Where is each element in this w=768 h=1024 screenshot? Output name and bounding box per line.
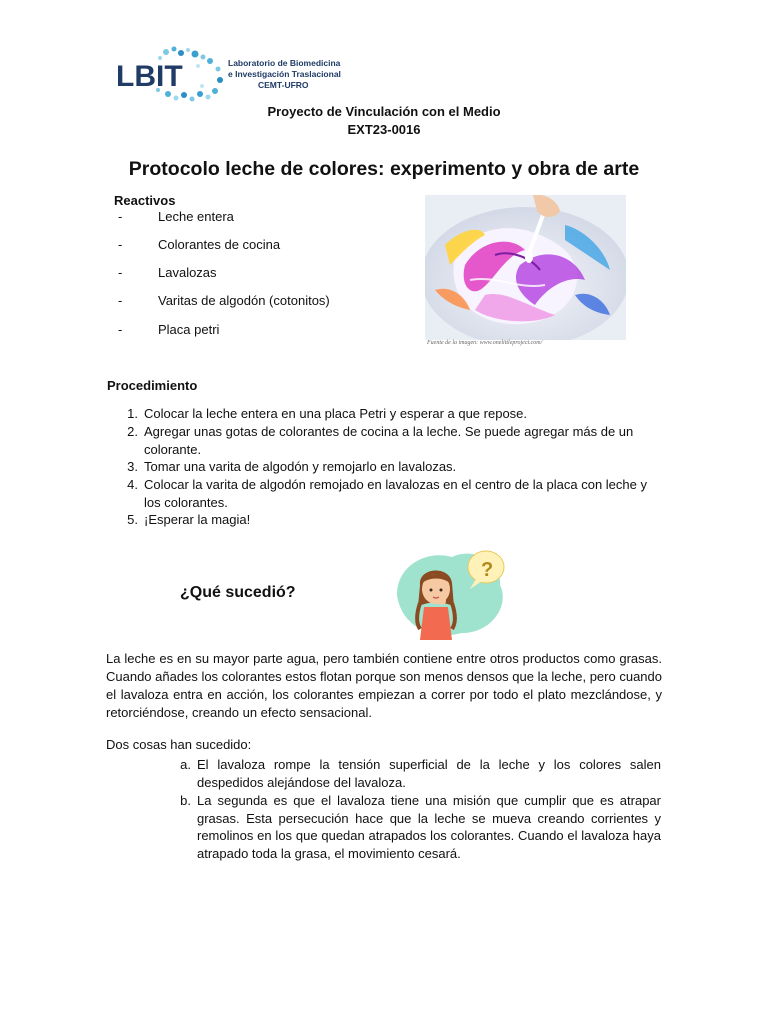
colorful-milk-image bbox=[425, 195, 626, 340]
logo-line-1: Laboratorio de Biomedicina bbox=[228, 58, 341, 68]
svg-text:LBIT: LBIT bbox=[116, 60, 183, 93]
document-title: Protocolo leche de colores: experimento y obra de arte bbox=[128, 158, 640, 180]
explanation-intro: Dos cosas han sucedido: bbox=[106, 737, 252, 752]
list-item: - Leche entera bbox=[118, 209, 234, 224]
thinking-girl-illustration bbox=[392, 545, 512, 640]
logo-line-3: CEMT-UFRO bbox=[258, 80, 309, 90]
project-code: EXT23-0016 bbox=[347, 122, 421, 137]
thinking-girl-icon bbox=[392, 545, 512, 640]
logo-line-2: e Investigación Traslacional bbox=[228, 69, 341, 79]
photo-caption: Fuente de la imagen: www.onelittleproject.com/ bbox=[427, 340, 543, 346]
list-item: - Varitas de algodón (cotonitos) bbox=[118, 293, 330, 308]
explanation-paragraph: La leche es en su mayor parte agua, pero también contiene entre otros productos como grasas. Cuando añades los colorantes estos flotan porque son menos densos que la leche, pero cuando el lavaloza entra en acción, los colorantes empiezan a correr por todo el plato mezclándose, y retorciéndose, creando un efecto sensacional. bbox=[106, 651, 662, 720]
list-item: - Lavalozas bbox=[118, 265, 217, 280]
lab-logo bbox=[108, 44, 358, 104]
lbit-logo-graphic bbox=[108, 44, 228, 104]
milk-experiment-photo bbox=[425, 195, 626, 352]
reagents-heading: Reactivos bbox=[114, 193, 176, 208]
procedure-heading: Procedimiento bbox=[107, 378, 198, 393]
svg-text:?: ? bbox=[481, 559, 494, 581]
list-item: - Placa petri bbox=[118, 322, 220, 337]
list-item: - Colorantes de cocina bbox=[118, 237, 281, 252]
what-happened-heading: ¿Qué sucedió? bbox=[180, 584, 296, 601]
project-title: Proyecto de Vinculación con el Medio bbox=[267, 104, 501, 119]
